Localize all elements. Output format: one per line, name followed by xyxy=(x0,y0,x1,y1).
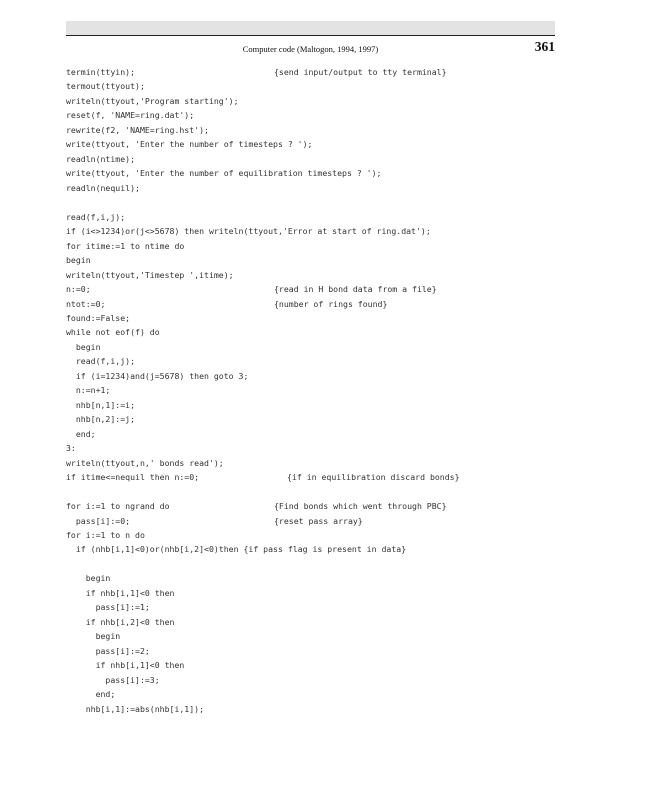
page-top-shade xyxy=(66,21,555,35)
code-comment: {reset pass array} xyxy=(274,515,363,526)
code-line xyxy=(66,571,566,585)
code-line xyxy=(66,658,566,672)
code-comment: {read in H bond data from a file} xyxy=(274,284,437,295)
code-text: writeln(ttyout,'Timestep ',itime); xyxy=(66,269,234,280)
code-line xyxy=(66,485,566,499)
code-text: rewrite(f2, 'NAME=ring.hst'); xyxy=(66,124,209,135)
code-comment: {Find bonds which went through PBC} xyxy=(274,501,447,512)
code-text: for i:=1 to n do xyxy=(66,530,145,540)
code-text: end; xyxy=(66,689,116,700)
code-text: readln(nequil); xyxy=(66,182,140,193)
code-line xyxy=(66,210,566,224)
code-text: if nhb[i,2]<0 then xyxy=(66,616,175,627)
code-line xyxy=(66,412,566,426)
code-line xyxy=(66,181,566,195)
code-text: if (i<>1234)or(j<>5678) then writeln(ttyout,'Error at start of ring.dat'); xyxy=(66,226,431,237)
code-line xyxy=(66,79,566,93)
code-line xyxy=(66,427,566,441)
code-line xyxy=(66,702,566,716)
code-text: pass[i]:=2; xyxy=(66,645,150,656)
code-line xyxy=(66,94,566,108)
running-header xyxy=(66,39,555,56)
code-text: end; xyxy=(66,428,96,439)
code-text: nhb[n,1]:=i; xyxy=(66,399,136,410)
code-line xyxy=(66,325,566,339)
code-text: if nhb[i,1]<0 then xyxy=(66,587,175,598)
code-line xyxy=(66,470,566,484)
code-line xyxy=(66,297,566,311)
code-text: if (i=1234)and(j=5678) then goto 3; xyxy=(66,370,249,381)
code-text: n:=n+1; xyxy=(66,385,111,396)
code-line xyxy=(66,137,566,151)
code-text: ntot:=0; xyxy=(66,298,106,309)
code-line xyxy=(66,600,566,614)
code-line xyxy=(66,557,566,571)
code-text: 3: xyxy=(66,443,76,454)
code-listing xyxy=(66,65,566,716)
code-line xyxy=(66,268,566,282)
code-line xyxy=(66,456,566,470)
code-text: found:=False; xyxy=(66,312,131,323)
code-line xyxy=(66,673,566,687)
header-rule xyxy=(66,35,555,36)
code-text: read(f,i,j); xyxy=(66,211,126,222)
code-line xyxy=(66,311,566,325)
code-comment: {send input/output to tty terminal} xyxy=(274,67,447,77)
code-text: begin xyxy=(66,573,111,584)
code-line xyxy=(66,615,566,629)
code-text: for i:=1 to ngrand do xyxy=(66,501,170,512)
code-text: for itime:=1 to ntime do xyxy=(66,240,185,251)
code-line xyxy=(66,224,566,238)
code-text: pass[i]:=0; xyxy=(66,515,131,526)
code-text: writeln(ttyout,n,' bonds read'); xyxy=(66,457,224,468)
code-text: nhb[n,2]:=j; xyxy=(66,414,136,425)
code-line xyxy=(66,514,566,528)
code-line xyxy=(66,282,566,296)
code-text: pass[i]:=3; xyxy=(66,674,160,685)
code-line xyxy=(66,152,566,166)
code-text: n:=0; xyxy=(66,284,91,295)
code-text: write(ttyout, 'Enter the number of equilibration timesteps ? '); xyxy=(66,168,382,179)
code-line xyxy=(66,398,566,412)
code-line xyxy=(66,687,566,701)
code-line xyxy=(66,123,566,137)
code-text: nhb[i,1]:=abs(nhb[i,1]); xyxy=(66,703,205,714)
code-text: write(ttyout, 'Enter the number of timesteps ? '); xyxy=(66,139,313,150)
code-text: reset(f, 'NAME=ring.dat'); xyxy=(66,110,195,121)
code-line xyxy=(66,528,566,542)
code-text: if (nhb[i,1]<0)or(nhb[i,2]<0)then {if pass flag is present in data} xyxy=(66,544,407,555)
code-line xyxy=(66,166,566,180)
code-line xyxy=(66,441,566,455)
code-line xyxy=(66,586,566,600)
code-line xyxy=(66,65,566,79)
code-comment: {number of rings found} xyxy=(274,298,388,309)
code-text: if itime<=nequil then n:=0; xyxy=(66,472,200,483)
code-line xyxy=(66,644,566,658)
code-text: writeln(ttyout,'Program starting'); xyxy=(66,95,239,106)
code-text: begin xyxy=(66,631,121,642)
code-line xyxy=(66,499,566,513)
code-text: pass[i]:=1; xyxy=(66,602,150,613)
code-line xyxy=(66,108,566,122)
code-text: if nhb[i,1]<0 then xyxy=(66,660,185,671)
code-line xyxy=(66,340,566,354)
code-text: read(f,i,j); xyxy=(66,356,136,367)
code-text: begin xyxy=(66,255,91,266)
page-number: 361 xyxy=(534,39,555,54)
code-line xyxy=(66,239,566,253)
code-line xyxy=(66,369,566,383)
code-line xyxy=(66,195,566,209)
code-text: while not eof(f) do xyxy=(66,327,160,338)
code-text: begin xyxy=(66,341,101,352)
code-line xyxy=(66,253,566,267)
code-text: readln(ntime); xyxy=(66,153,136,164)
running-title: Computer code (Maltogon, 1994, 1997) xyxy=(242,44,379,54)
code-line xyxy=(66,629,566,643)
code-comment: {if in equilibration discard bonds} xyxy=(287,472,460,483)
code-text: termin(ttyin); xyxy=(66,67,136,77)
code-line xyxy=(66,383,566,397)
code-line xyxy=(66,354,566,368)
code-line xyxy=(66,542,566,556)
code-text: termout(ttyout); xyxy=(66,81,145,92)
